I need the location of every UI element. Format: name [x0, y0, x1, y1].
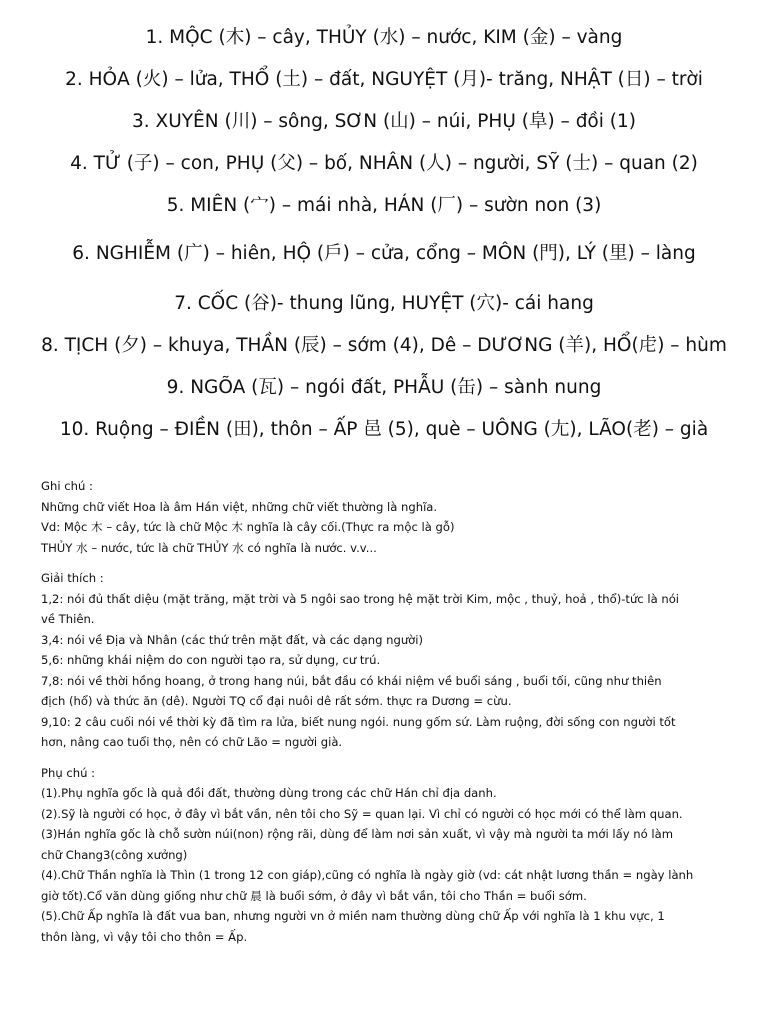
giai-thich-line: 5,6: những khái niệm do con người tạo ra, sử dụng, cư trú. — [41, 653, 381, 667]
ghi-chu-line: Những chữ viết Hoa là âm Hán việt, những chữ viết thường là nghĩa. — [41, 499, 438, 514]
giai-thich-line: về Thiên. — [41, 612, 95, 626]
radical-line-6: 6. NGHIỄM (广) – hiên, HỘ (戶) – cửa, cổng – MÔN (門), LÝ (里) – làng — [72, 243, 696, 264]
ghi-chu-line: THỦY 水 – nước, tức là chữ THỦY 水 có nghĩa là nước. v.v... — [41, 540, 377, 555]
phu-chu-block — [41, 763, 735, 948]
radical-line-1: 1. MỘC (木) – cây, THỦY (水) – nước, KIM (金) – vàng — [145, 27, 623, 48]
giai-thich-line: 1,2: nói đủ thất diệu (mặt trăng, mặt trời và 5 ngôi sao trong hệ mặt trời Kim, mộc , thuỷ, hoả , thổ)-tức là nói — [41, 591, 680, 606]
giai-thich-block — [41, 568, 735, 753]
giai-thich-line: 9,10: 2 câu cuối nói về thời kỳ đã tìm ra lửa, biết nung ngói. nung gốm sứ. Làm ruộng, đời sống con người tốt — [41, 714, 676, 729]
ghi-chu-block — [41, 476, 735, 558]
ghi-chu-line: Vd: Mộc 木 – cây, tức là chữ Mộc 木 nghĩa là cây cối.(Thực ra mộc là gỗ) — [41, 520, 455, 534]
phu-chu-line: thôn làng, vì vậy tôi cho thôn = Ấp. — [41, 929, 248, 944]
radical-line-10: 10. Ruộng – ĐIỀN (田), thôn – ẤP 邑 (5), què – UÔNG (尢), LÃO(老) – già — [59, 419, 709, 440]
phu-chu-line: (2).Sỹ là người có học, ở đây vì bắt vần, nên tôi cho Sỹ = quan lại. Vì chỉ có người có học mới có thể làm quan. — [41, 806, 683, 821]
radical-line-3: 3. XUYÊN (川) – sông, SƠN (山) – núi, PHỤ (阜) – đồi (1) — [132, 111, 636, 132]
radical-list — [0, 26, 768, 442]
giai-thich-line: hơn, nâng cao tuổi thọ, nên có chữ Lão = người già. — [41, 735, 343, 749]
radical-line-4: 4. TỬ (子) – con, PHỤ (父) – bố, NHÂN (人) – người, SỸ (士) – quan (2) — [70, 153, 698, 174]
phu-chu-line: (5).Chữ Ấp nghĩa là đất vua ban, nhưng người vn ở miền nam thường dùng chữ Ấp với nghĩa là 1 khu vực, 1 — [41, 909, 665, 923]
radical-line-9: 9. NGÕA (瓦) – ngói đất, PHẪU (缶) – sành nung — [166, 377, 602, 398]
phu-chu-line: (4).Chữ Thần nghĩa là Thìn (1 trong 12 con giáp),cũng có nghĩa là ngày giờ (vd: cát nhật lương thần = ngày lành — [41, 868, 694, 882]
phu-chu-line: (3)Hán nghĩa gốc là chỗ sườn núi(non) rộng rãi, dùng để làm nơi sản xuất, vì vậy mà người ta mới lấy nó làm — [41, 827, 674, 841]
phu-chu-line: giờ tốt).Cổ văn dùng giống như chữ 晨 là buổi sớm, ở đây vì bắt vần, tôi cho Thần = buổi sớm. — [41, 888, 587, 903]
radical-line-2: 2. HỎA (火) – lửa, THỔ (土) – đất, NGUYỆT (月)- trăng, NHẬT (日) – trời — [65, 69, 703, 90]
ghi-chu-heading: Ghi chú : — [41, 479, 93, 493]
radical-line-7: 7. CỐC (谷)- thung lũng, HUYỆT (穴)- cái hang — [174, 293, 594, 314]
section-gap — [41, 558, 735, 568]
phu-chu-line: chữ Chang3(công xưởng) — [41, 847, 188, 862]
giai-thich-heading: Giải thích : — [41, 571, 104, 585]
giai-thich-line: 7,8: nói về thời hồng hoang, ở trong hang núi, bắt đầu có khái niệm về buổi sáng , buổi tối, cũng như thiên — [41, 673, 662, 688]
phu-chu-heading: Phụ chú : — [41, 765, 96, 780]
giai-thich-line: địch (hổ) và thức ăn (dê). Người TQ cổ đại nuôi dê rất sớm. thực ra Dương = cừu. — [41, 694, 512, 708]
giai-thich-line: 3,4: nói về Địa và Nhân (các thứ trên mặt đất, và các dạng người) — [41, 632, 424, 647]
notes-section — [41, 476, 735, 947]
phu-chu-line: (1).Phụ nghĩa gốc là quả đồi đất, thường dùng trong các chữ Hán chỉ địa danh. — [41, 786, 497, 800]
section-gap — [41, 753, 735, 763]
radical-line-5: 5. MIÊN (宀) – mái nhà, HÁN (厂) – sườn non (3) — [166, 195, 602, 216]
radical-line-8: 8. TỊCH (夕) – khuya, THẦN (辰) – sớm (4), Dê – DƯƠNG (羊), HỔ(虍) – hùm — [41, 335, 727, 356]
